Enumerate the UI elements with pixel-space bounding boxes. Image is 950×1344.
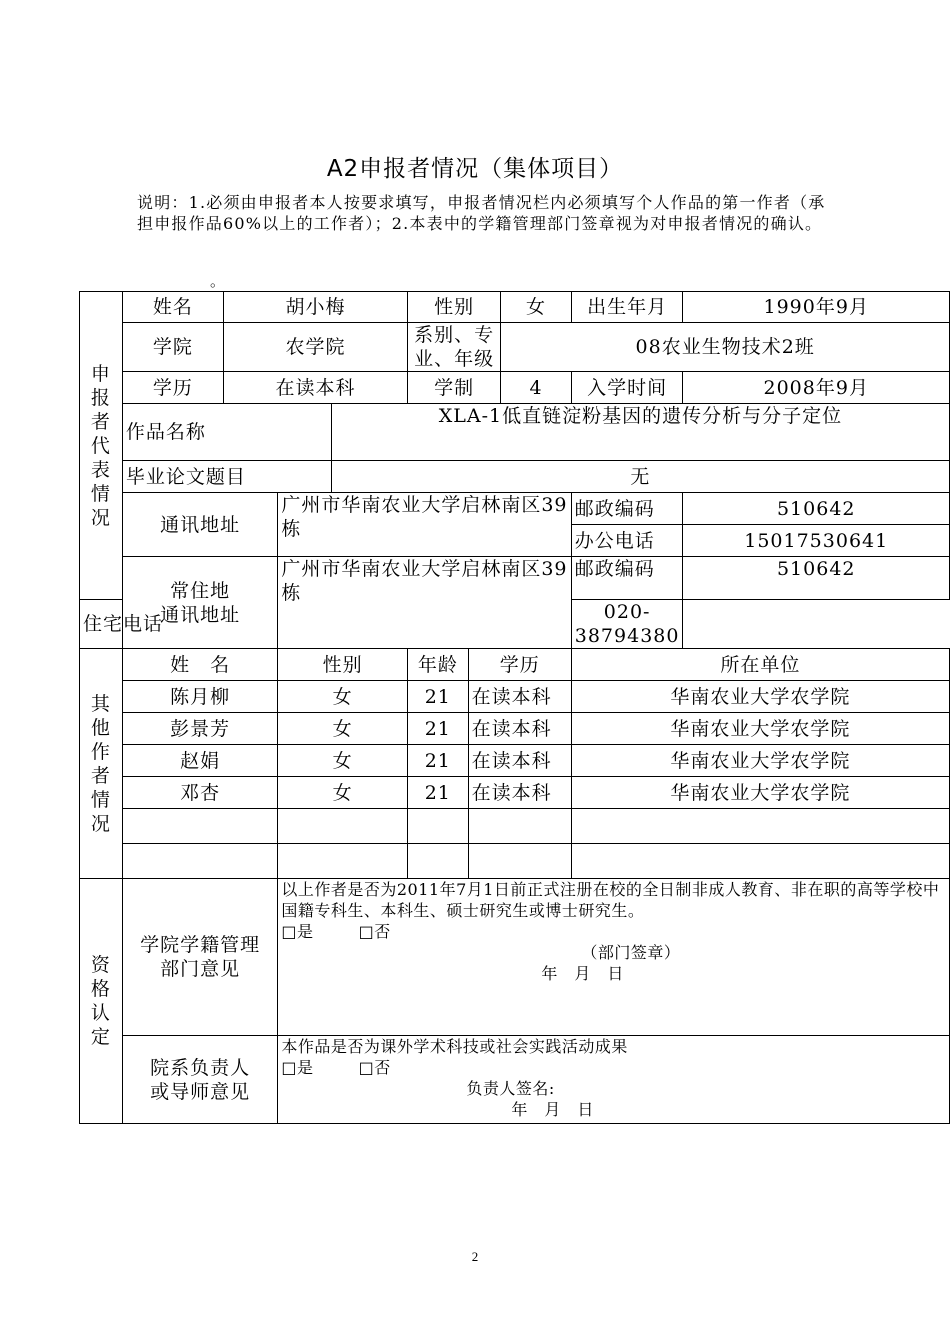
empty-cell [278, 809, 408, 844]
other-author-gender: 女 [278, 713, 408, 745]
registry-label-line1: 学院学籍管理 [140, 934, 261, 956]
work-label: 作品名称 [122, 404, 331, 461]
empty-row [80, 809, 950, 844]
dept-head-label-line2: 或导师意见 [150, 1080, 251, 1103]
others-header-age: 年龄 [407, 649, 468, 681]
no-checkbox[interactable]: □否 [358, 1058, 391, 1077]
empty-cell [468, 809, 571, 844]
name-label: 姓名 [122, 292, 223, 323]
years-value: 4 [501, 372, 571, 404]
other-author-age: 21 [407, 777, 468, 809]
dept-stamp: （部门签章） [581, 943, 681, 962]
other-author-unit: 华南农业大学农学院 [571, 681, 949, 713]
perm-postcode-value: 510642 [683, 557, 950, 600]
section-applicant: 申报者代表情况 [80, 292, 123, 600]
enroll-value: 2008年9月 [683, 372, 950, 404]
perm-address-value: 广州市华南农业大学启林南区39栋 [278, 557, 571, 649]
others-header-edu: 学历 [468, 649, 571, 681]
postcode-value: 510642 [683, 493, 950, 525]
registry-label [122, 879, 278, 1036]
thesis-label: 毕业论文题目 [122, 461, 331, 493]
dept-head-label [122, 1036, 278, 1124]
edu-label: 学历 [122, 372, 223, 404]
enroll-label: 入学时间 [571, 372, 683, 404]
college-value: 农学院 [223, 323, 407, 372]
other-author-name: 邓杏 [122, 777, 278, 809]
other-author-age: 21 [407, 745, 468, 777]
note-tail: 。 [210, 272, 226, 290]
empty-cell [122, 809, 278, 844]
college-label: 学院 [122, 323, 223, 372]
postcode-label: 邮政编码 [571, 493, 683, 525]
other-author-gender: 女 [278, 777, 408, 809]
thesis-value: 无 [331, 461, 949, 493]
table-row [80, 681, 950, 713]
registry-choices [281, 921, 946, 942]
perm-address-label-line2: 通讯地址 [160, 603, 241, 626]
office-phone-value: 15017530641 [683, 525, 950, 557]
birth-value: 1990年9月 [683, 292, 950, 323]
address-label: 通讯地址 [122, 493, 278, 557]
gender-value: 女 [501, 292, 571, 323]
registry-question: 以上作者是否为2011年7月1日前正式注册在校的全日制非成人教育、非在职的高等学校中国籍专科生、本科生、硕士研究生或博士研究生。 [281, 880, 940, 920]
dept-value: 08农业生物技术2班 [501, 323, 950, 372]
registry-label-line2: 部门意见 [160, 958, 241, 980]
other-author-age: 21 [407, 681, 468, 713]
others-header-gender: 性别 [278, 649, 408, 681]
address-value: 广州市华南农业大学启林南区39栋 [278, 493, 571, 557]
other-author-unit: 华南农业大学农学院 [571, 777, 949, 809]
section-other-authors: 其他作者情况 [80, 649, 123, 879]
instructions-note: 说明：1.必须由申报者本人按要求填写，申报者情况栏内必须填写个人作品的第一作者（承担申报作品60%以上的工作者）；2.本表中的学籍管理部门签章视为对申报者情况的确认。 [137, 193, 826, 233]
work-value: XLA-1低直链淀粉基因的遗传分析与分子定位 [331, 404, 949, 461]
dept-date: 年 月 日 [511, 1100, 594, 1119]
other-author-unit: 华南农业大学农学院 [571, 745, 949, 777]
other-author-name: 彭景芳 [122, 713, 278, 745]
other-author-edu: 在读本科 [468, 777, 571, 809]
empty-cell [407, 844, 468, 879]
home-phone-value: 020-38794380 [571, 600, 683, 649]
gender-label: 性别 [407, 292, 500, 323]
other-author-edu: 在读本科 [468, 745, 571, 777]
registry-date: 年 月 日 [541, 964, 624, 983]
empty-cell [122, 844, 278, 879]
table-row [80, 745, 950, 777]
other-author-age: 21 [407, 713, 468, 745]
signature-label: 负责人签名: [466, 1079, 555, 1098]
empty-cell [571, 844, 949, 879]
other-author-edu: 在读本科 [468, 713, 571, 745]
others-header-unit: 所在单位 [571, 649, 949, 681]
applicant-form-table [79, 291, 950, 1124]
dept-head-label-line1: 院系负责人 [150, 1056, 251, 1079]
dept-question: 本作品是否为课外学术科技或社会实践活动成果 [281, 1037, 628, 1056]
other-author-gender: 女 [278, 745, 408, 777]
dept-label: 系别、专业、年级 [407, 323, 500, 372]
others-header-name: 姓 名 [122, 649, 278, 681]
page-number: 2 [471, 1249, 479, 1264]
perm-address-label-line1: 常住地 [170, 579, 231, 602]
birth-label: 出生年月 [571, 292, 683, 323]
yes-checkbox[interactable]: □是 [281, 1058, 314, 1077]
empty-cell [407, 809, 468, 844]
home-phone-label: 住宅电话 [80, 600, 224, 649]
edu-value: 在读本科 [223, 372, 407, 404]
other-author-gender: 女 [278, 681, 408, 713]
dept-choices [281, 1057, 946, 1078]
other-author-name: 赵娟 [122, 745, 278, 777]
perm-postcode-label: 邮政编码 [571, 557, 683, 600]
no-checkbox[interactable]: □否 [358, 922, 391, 941]
other-author-unit: 华南农业大学农学院 [571, 713, 949, 745]
yes-checkbox[interactable]: □是 [281, 922, 314, 941]
table-row [80, 777, 950, 809]
empty-cell [278, 844, 408, 879]
other-author-name: 陈月柳 [122, 681, 278, 713]
name-value: 胡小梅 [223, 292, 407, 323]
empty-row [80, 844, 950, 879]
years-label: 学制 [407, 372, 500, 404]
empty-cell [468, 844, 571, 879]
registry-opinion [278, 879, 950, 1036]
office-phone-label: 办公电话 [571, 525, 683, 557]
other-author-edu: 在读本科 [468, 681, 571, 713]
dept-head-opinion [278, 1036, 950, 1124]
empty-cell [571, 809, 949, 844]
page-title: A2申报者情况（集体项目） [326, 156, 624, 182]
section-qualification: 资格认定 [80, 879, 123, 1124]
table-row [80, 713, 950, 745]
